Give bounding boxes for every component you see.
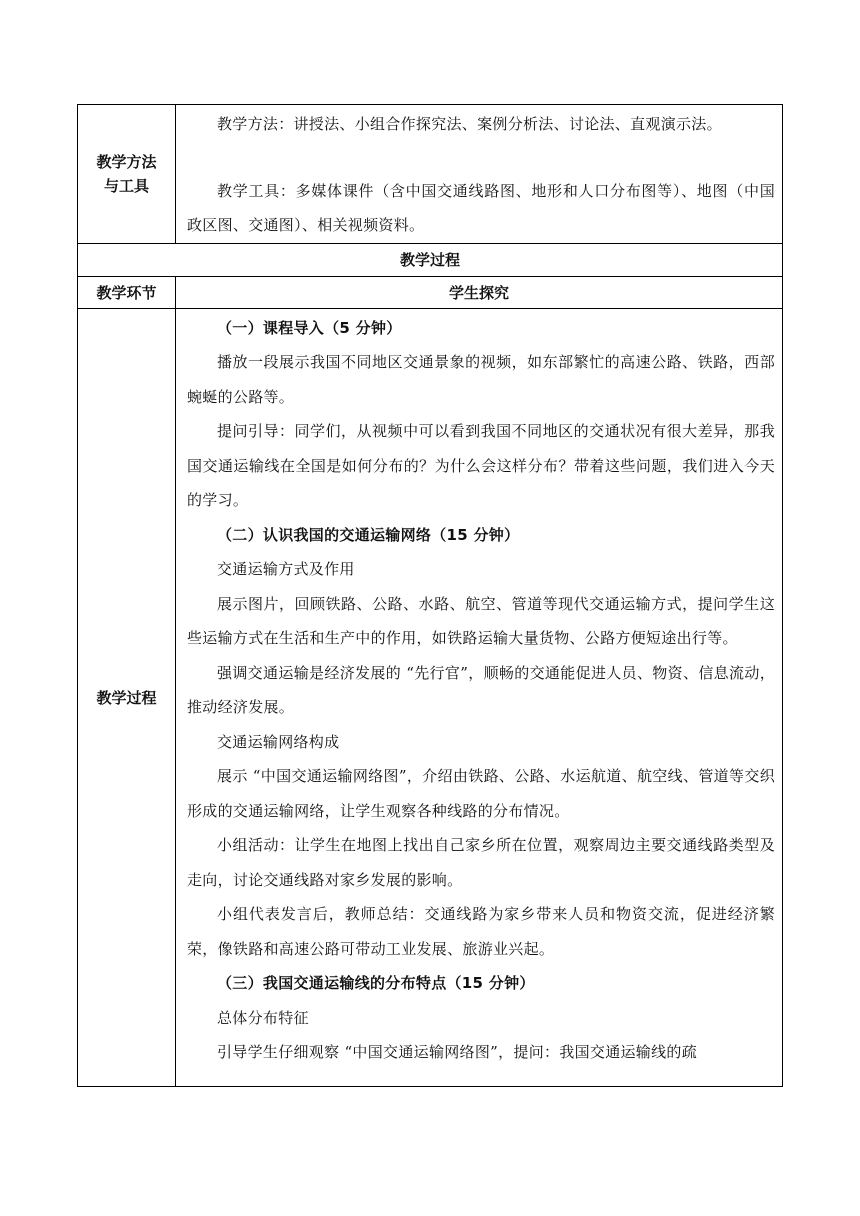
section-heading: （一）课程导入（5 分钟） [217,318,402,337]
paragraph: 强调交通运输是经济发展的 “先行官”，顺畅的交通能促进人员、物资、信息流动，推动经济发展。 [187,663,775,716]
paragraph: 交通运输网络构成 [217,732,340,751]
column-header-activity: 学生探究 [176,276,783,308]
section-heading: （三）我国交通运输线的分布特点（15 分钟） [217,974,535,992]
process-row [78,308,783,1086]
section-heading: （二）认识我国的交通运输网络（15 分钟） [217,525,520,544]
paragraph: 提问引导：同学们，从视频中可以看到我国不同地区的交通状况有很大差异，那我国交通运输线在全国是如何分布的？为什么会这样分布？带着这些问题，我们进入今天的学习。 [187,422,775,509]
methods-label-line1: 教学方法 [96,152,157,171]
process-header-row [78,243,783,276]
methods-content-cell [176,105,783,244]
methods-text: 教学方法：讲授法、小组合作探究法、案例分析法、讨论法、直观演示法。 [217,115,722,133]
paragraph: 交通运输方式及作用 [217,560,355,578]
process-label: 教学过程 [78,308,176,1086]
process-paragraphs [176,311,782,1070]
paragraph: 展示 “中国交通运输网络图”，介绍由铁路、公路、水运航道、航空线、管道等交织形成的交通运输网络，让学生观察各种线路的分布情况。 [187,767,775,820]
column-header-row [78,276,783,308]
process-content-cell [176,308,783,1086]
paragraph: 播放一段展示我国不同地区交通景象的视频，如东部繁忙的高速公路、铁路，西部蜿蜒的公路等。 [187,353,775,406]
paragraph: 小组代表发言后，教师总结：交通线路为家乡带来人员和物资交流，促进经济繁荣，像铁路和高速公路可带动工业发展、旅游业兴起。 [187,905,775,958]
paragraph: 小组活动：让学生在地图上找出自己家乡所在位置，观察周边主要交通线路类型及走向，讨论交通线路对家乡发展的影响。 [187,836,775,889]
paragraph: 引导学生仔细观察 “中国交通运输网络图”，提问：我国交通运输线的疏 [217,1043,698,1061]
paragraph: 展示图片，回顾铁路、公路、水路、航空、管道等现代交通运输方式，提问学生这些运输方式在生活和生产中的作用，如铁路运输大量货物、公路方便短途出行等。 [187,594,775,647]
methods-row [78,105,783,244]
column-header-stage: 教学环节 [78,276,176,308]
paragraph: 总体分布特征 [217,1008,309,1027]
process-header: 教学过程 [78,243,783,276]
methods-label-line2: 与工具 [103,176,149,195]
lesson-plan-table [77,104,783,1087]
tools-text: 教学工具：多媒体课件（含中国交通线路图、地形和人口分布图等）、地图（中国政区图、交通图）、相关视频资料。 [187,181,775,234]
methods-label-cell [78,105,176,244]
